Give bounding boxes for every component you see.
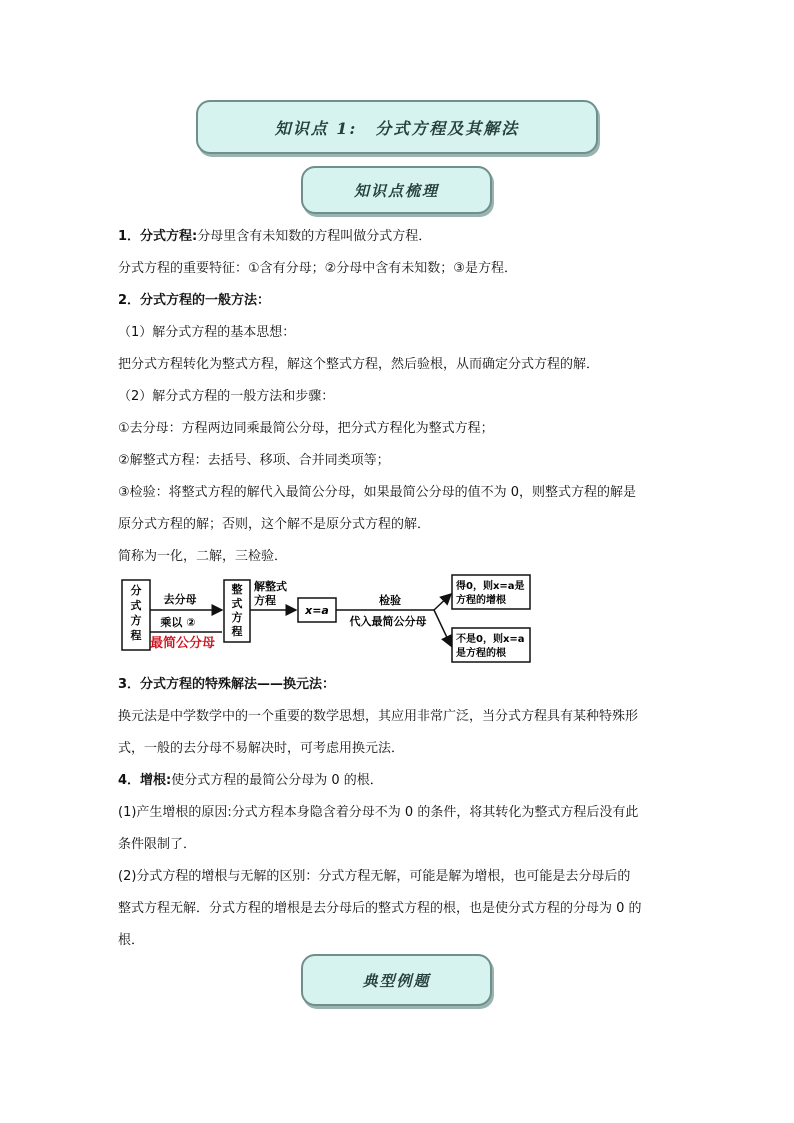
box1-char: 分 xyxy=(130,584,142,597)
paragraph-20: 根． xyxy=(118,933,145,948)
paragraph-4: （1）解分式方程的基本思想： xyxy=(118,325,296,340)
remove-denominator-label: 去分母 xyxy=(163,593,197,606)
valid-root-text: 不是0，则x=a xyxy=(456,634,525,645)
paragraph-1 xyxy=(118,228,684,246)
box1-char: 程 xyxy=(130,629,142,642)
paragraph-5: 把分式方程转化为整式方程，解这个整式方程，然后验根，从而确定分式方程的解． xyxy=(118,357,600,372)
branch-arrow-bottom xyxy=(434,610,451,646)
paragraph-13: 换元法是中学数学中的一个重要的数学思想，其应用非常广泛，当分式方程具有某种特殊形 xyxy=(118,709,639,724)
check-label: 检验 xyxy=(379,594,401,607)
lcd-red-label: 最简公分母 xyxy=(150,636,216,651)
solution-label: x=a xyxy=(305,604,329,617)
heading-3: 3．分式方程的特殊解法——换元法： xyxy=(118,677,336,692)
paragraph-16: (1)产生增根的原因:分式方程本身隐含着分母不为 0 的条件，将其转化为整式方程后没有此 xyxy=(118,805,639,820)
paragraph-6: （2）解分式方程的一般方法和步骤： xyxy=(118,389,335,404)
solution-steps-diagram xyxy=(118,568,538,666)
valid-root-text: 是方程的根 xyxy=(456,648,506,659)
paragraph-15 xyxy=(118,772,684,790)
knowledge-summary-banner: 知识点梳理 xyxy=(301,166,492,214)
box2-char: 方 xyxy=(231,611,243,624)
heading-2: 2．分式方程的一般方法： xyxy=(118,293,271,308)
paragraph-9: ③检验：将整式方程的解代入最简公分母，如果最简公分母的值不为 0，则整式方程的解是 xyxy=(118,485,637,500)
branch-arrow-top xyxy=(434,594,451,610)
box1-char: 方 xyxy=(130,614,142,627)
substitute-lcd-label: 代入最简公分母 xyxy=(349,615,427,628)
paragraph-7: ①去分母：方程两边同乘最简公分母，把分式方程化为整式方程； xyxy=(118,421,494,436)
extraneous-root-text: 方程的增根 xyxy=(456,595,506,606)
box2-char: 整 xyxy=(231,583,243,596)
extraneous-root-text: 得0，则x=a是 xyxy=(456,581,525,592)
solve-label: 解整式 xyxy=(254,580,287,593)
paragraph-18: (2)分式方程的增根与无解的区别：分式方程无解，可能是解为增根，也可能是去分母后的 xyxy=(118,869,631,884)
box1-char: 式 xyxy=(130,599,142,612)
paragraph-10: 原分式方程的解；否则，这个解不是原分式方程的解． xyxy=(118,517,431,532)
box2-char: 式 xyxy=(231,597,243,610)
box2-char: 程 xyxy=(231,625,243,638)
typical-examples-banner: 典型例题 xyxy=(301,954,492,1006)
multiply-by-label: 乘以 ② xyxy=(160,616,196,629)
term-definition: 使分式方程的最简公分母为 0 的根． xyxy=(171,773,383,788)
paragraph-11: 简称为一化，二解，三检验． xyxy=(118,549,288,564)
term-heading: 4．增根: xyxy=(118,773,172,788)
term-definition: 分母里含有未知数的方程叫做分式方程． xyxy=(197,229,432,244)
paragraph-2: 分式方程的重要特征：①含有分母；②分母中含有未知数；③是方程． xyxy=(118,261,517,276)
term-heading: 1．分式方程: xyxy=(118,229,198,244)
paragraph-14: 式，一般的去分母不易解决时，可考虑用换元法． xyxy=(118,741,405,756)
section-title-banner: 知识点 1: 分式方程及其解法 xyxy=(196,100,598,154)
paragraph-17: 条件限制了． xyxy=(118,837,197,852)
solve-label: 方程 xyxy=(254,594,276,607)
paragraph-8: ②解整式方程：去括号、移项、合并同类项等； xyxy=(118,453,390,468)
paragraph-19: 整式方程无解．分式方程的增根是去分母后的整式方程的根，也是使分式方程的分母为 0 的 xyxy=(118,901,642,916)
